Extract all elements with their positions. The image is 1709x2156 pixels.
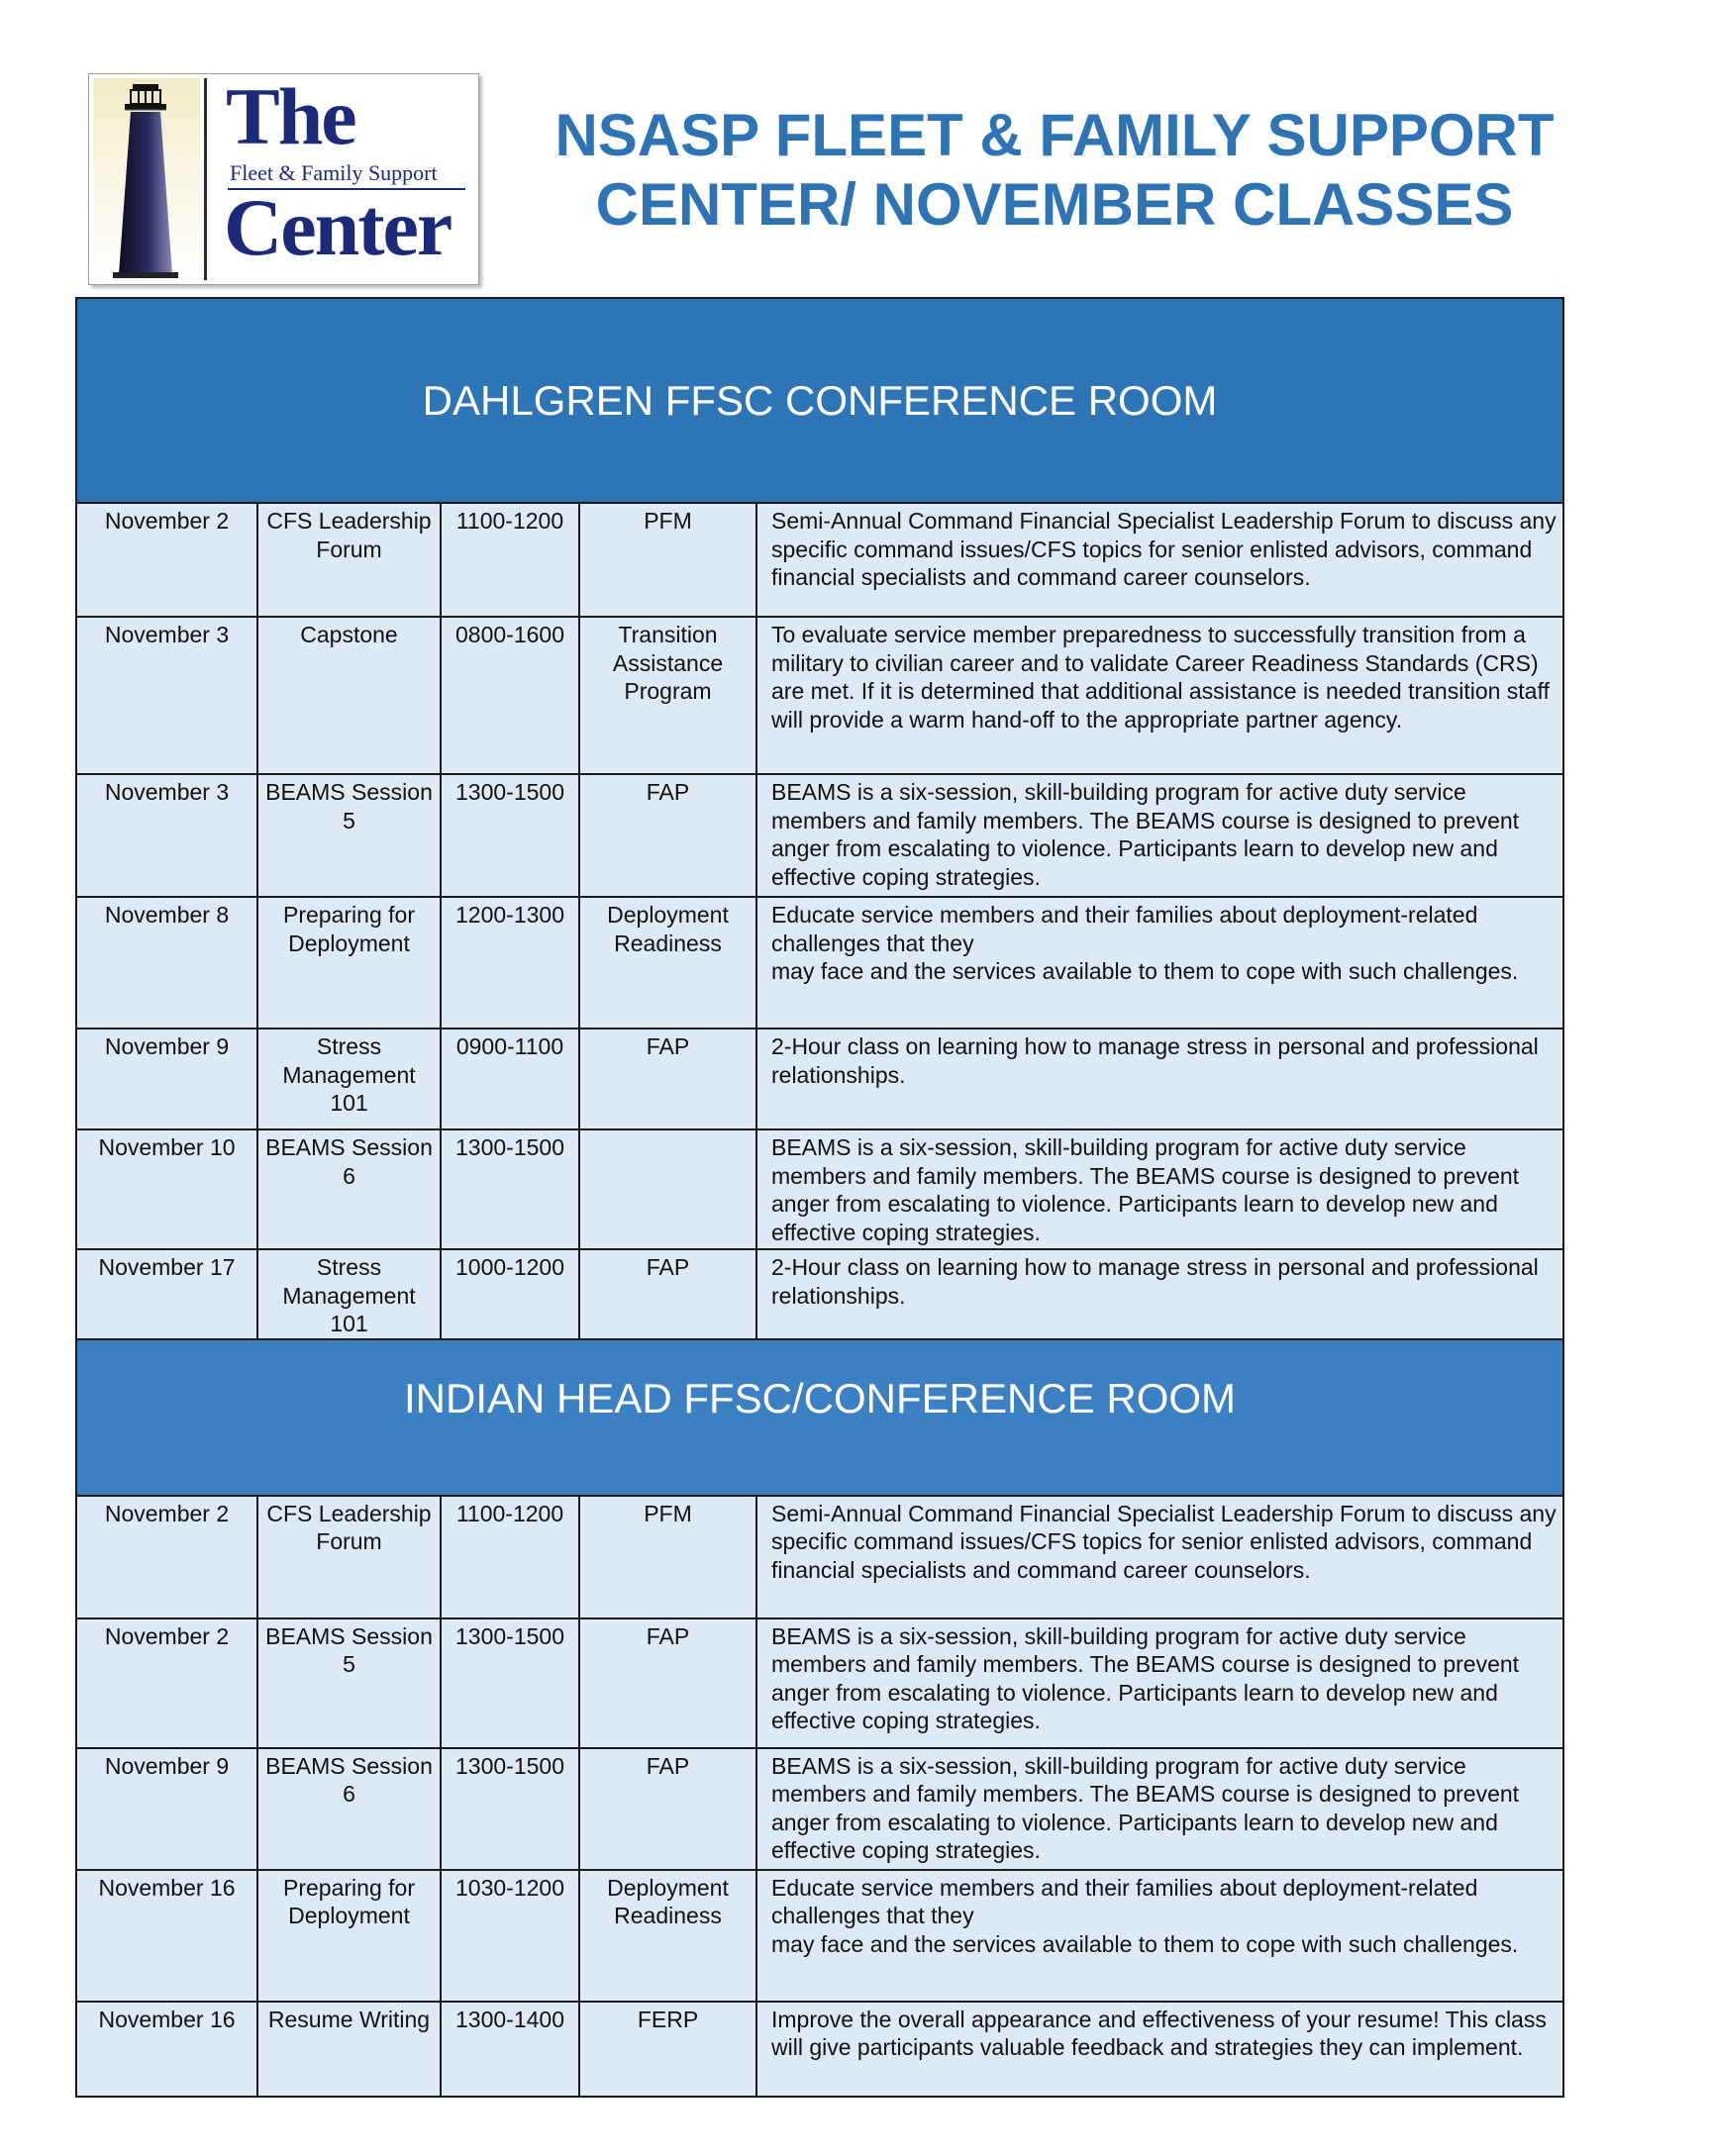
time-cell: 0900-1100 [441, 1029, 579, 1129]
class-cell: Stress Management 101 [257, 1249, 441, 1339]
class-cell: Stress Management 101 [257, 1029, 441, 1129]
program-cell: Deployment Readiness [579, 897, 756, 1029]
program-cell: Deployment Readiness [579, 1870, 756, 2002]
section-heading: DAHLGREN FFSC CONFERENCE ROOM [76, 298, 1563, 503]
table-row [76, 897, 1563, 1029]
logo-text-the: The [226, 73, 355, 161]
table-row [76, 1748, 1563, 1870]
class-cell: Preparing for Deployment [257, 897, 441, 1029]
date-cell: November 3 [76, 617, 257, 774]
class-schedule-table [75, 297, 1564, 2098]
table-row [76, 503, 1563, 617]
date-cell: November 2 [76, 503, 257, 617]
table-row [76, 1870, 1563, 2002]
table-row [76, 1029, 1563, 1129]
description-cell: BEAMS is a six-session, skill-building program for active duty service members and family members. The BEAMS course is designed to prevent anger from escalating to violence. Participants learn to develop new and effective coping strategies. [756, 1618, 1563, 1748]
time-cell: 1200-1300 [441, 897, 579, 1029]
program-cell: FERP [579, 2002, 756, 2097]
program-cell [579, 1129, 756, 1249]
table-row [76, 1496, 1563, 1618]
logo-divider [204, 78, 207, 280]
date-cell: November 2 [76, 1618, 257, 1748]
description-cell: BEAMS is a six-session, skill-building program for active duty service members and family members. The BEAMS course is designed to prevent anger from escalating to violence. Participants learn to develop new and effective coping strategies. [756, 1129, 1563, 1249]
table-row [76, 774, 1563, 897]
date-cell: November 3 [76, 774, 257, 897]
class-cell: Capstone [257, 617, 441, 774]
logo-text-center: Center [224, 182, 452, 272]
program-cell: FAP [579, 1618, 756, 1748]
program-cell: PFM [579, 503, 756, 617]
section-heading: INDIAN HEAD FFSC/CONFERENCE ROOM [76, 1339, 1563, 1496]
program-cell: FAP [579, 1249, 756, 1339]
class-cell: Resume Writing [257, 2002, 441, 2097]
program-cell: Transition Assistance Program [579, 617, 756, 774]
description-cell: Semi-Annual Command Financial Specialist Leadership Forum to discuss any specific command issues/CFS topics for senior enlisted advisors, command financial specialists and command career counselors. [756, 503, 1563, 617]
description-cell: 2-Hour class on learning how to manage stress in personal and professional relationships. [756, 1029, 1563, 1129]
description-cell: Educate service members and their families about deployment-related challenges that they may face and the services available to them to cope with such challenges. [756, 897, 1563, 1029]
date-cell: November 10 [76, 1129, 257, 1249]
program-cell: PFM [579, 1496, 756, 1618]
page-title-line2: CENTER/ NOVEMBER CLASSES [595, 171, 1514, 238]
program-cell: FAP [579, 1748, 756, 1870]
table-row [76, 1129, 1563, 1249]
description-cell: Educate service members and their families about deployment-related challenges that they may face and the services available to them to cope with such challenges. [756, 1870, 1563, 2002]
program-cell: FAP [579, 1029, 756, 1129]
class-cell: BEAMS Session 5 [257, 774, 441, 897]
time-cell: 1300-1500 [441, 1129, 579, 1249]
description-cell: BEAMS is a six-session, skill-building program for active duty service members and family members. The BEAMS course is designed to prevent anger from escalating to violence. Participants learn to develop new and effective coping strategies. [756, 774, 1563, 897]
date-cell: November 9 [76, 1029, 257, 1129]
section-header-row [76, 1339, 1563, 1496]
date-cell: November 9 [76, 1748, 257, 1870]
date-cell: November 16 [76, 2002, 257, 2097]
class-cell: BEAMS Session 6 [257, 1748, 441, 1870]
date-cell: November 16 [76, 1870, 257, 2002]
table-row [76, 1249, 1563, 1339]
time-cell: 1300-1400 [441, 2002, 579, 2097]
class-cell: BEAMS Session 5 [257, 1618, 441, 1748]
description-cell: To evaluate service member preparedness to successfully transition from a military to civilian career and to validate Career Readiness Standards (CRS) are met. If it is determined that additional assistance is needed transition staff will provide a warm hand-off to the appropriate partner agency. [756, 617, 1563, 774]
lighthouse-icon [93, 78, 200, 280]
page-title-line1: NSASP FLEET & FAMILY SUPPORT [554, 102, 1555, 168]
class-cell: BEAMS Session 6 [257, 1129, 441, 1249]
program-cell: FAP [579, 774, 756, 897]
time-cell: 1300-1500 [441, 1618, 579, 1748]
time-cell: 1030-1200 [441, 1870, 579, 2002]
time-cell: 0800-1600 [441, 617, 579, 774]
class-cell: Preparing for Deployment [257, 1870, 441, 2002]
time-cell: 1300-1500 [441, 1748, 579, 1870]
page-title [495, 101, 1614, 240]
time-cell: 1000-1200 [441, 1249, 579, 1339]
description-cell: Semi-Annual Command Financial Specialist Leadership Forum to discuss any specific command issues/CFS topics for senior enlisted advisors, command financial specialists and command career counselors. [756, 1496, 1563, 1618]
time-cell: 1100-1200 [441, 503, 579, 617]
center-logo [88, 73, 479, 285]
description-cell: BEAMS is a six-session, skill-building program for active duty service members and family members. The BEAMS course is designed to prevent anger from escalating to violence. Participants learn to develop new and effective coping strategies. [756, 1748, 1563, 1870]
time-cell: 1300-1500 [441, 774, 579, 897]
section-header-row [76, 298, 1563, 503]
class-cell: CFS Leadership Forum [257, 503, 441, 617]
date-cell: November 17 [76, 1249, 257, 1339]
date-cell: November 2 [76, 1496, 257, 1618]
table-row [76, 2002, 1563, 2097]
description-cell: 2-Hour class on learning how to manage stress in personal and professional relationships. [756, 1249, 1563, 1339]
time-cell: 1100-1200 [441, 1496, 579, 1618]
description-cell: Improve the overall appearance and effectiveness of your resume! This class will give participants valuable feedback and strategies they can implement. [756, 2002, 1563, 2097]
logo-text-subtitle: Fleet & Family Support [230, 160, 438, 185]
table-row [76, 617, 1563, 774]
date-cell: November 8 [76, 897, 257, 1029]
table-row [76, 1618, 1563, 1748]
class-cell: CFS Leadership Forum [257, 1496, 441, 1618]
